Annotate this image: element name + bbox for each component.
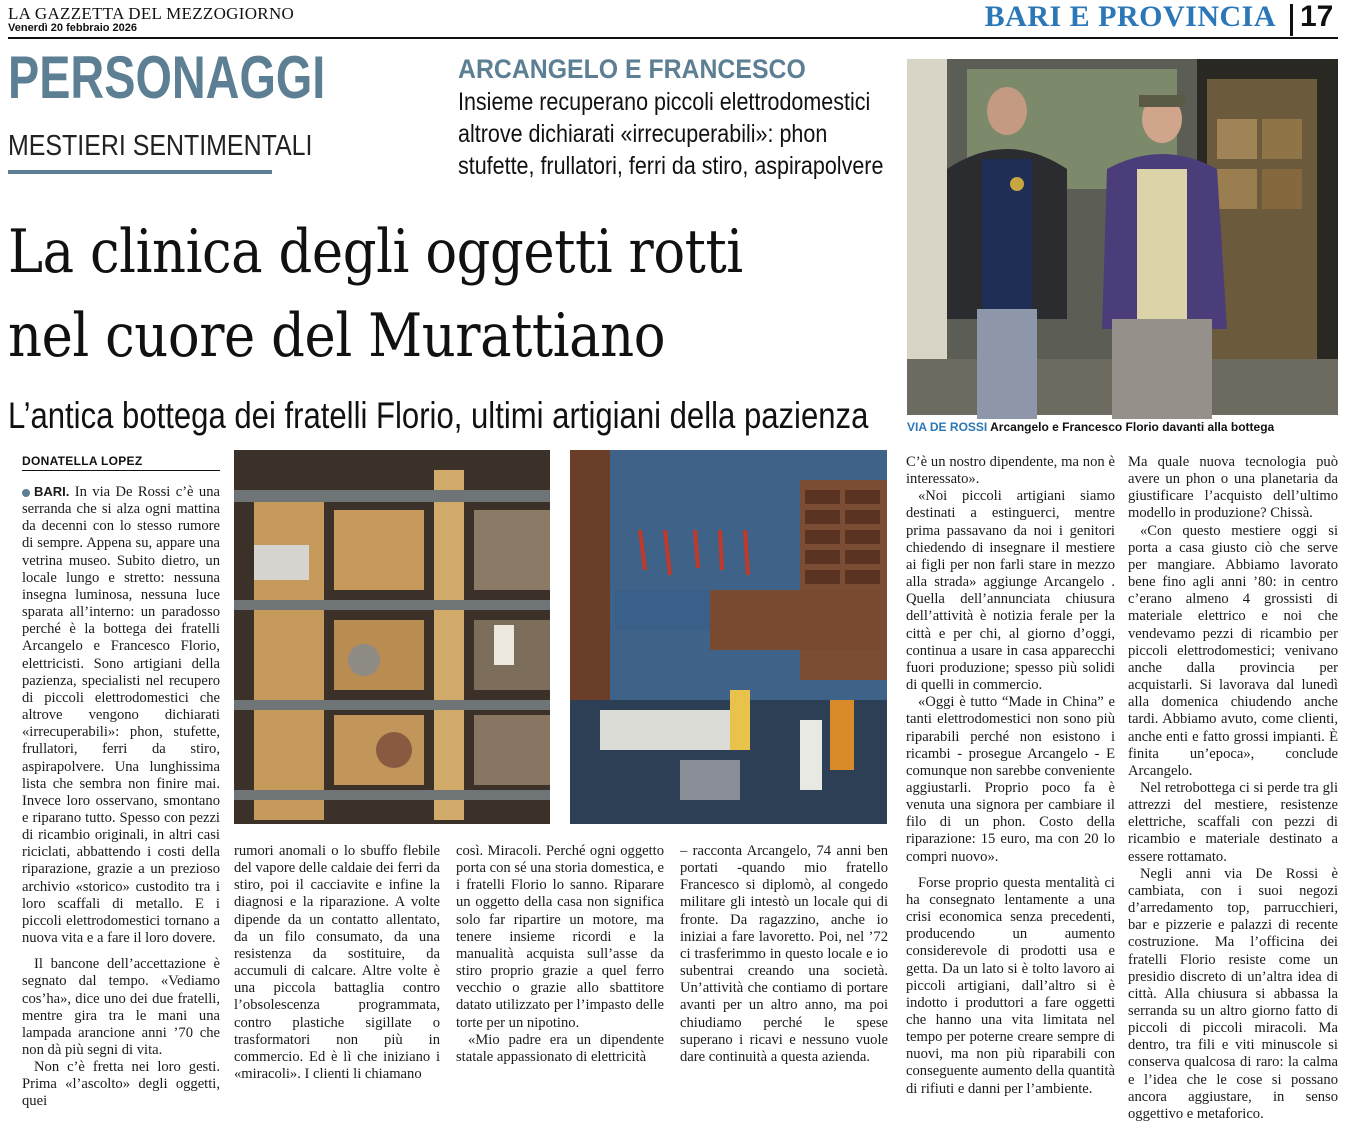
caption-text: Arcangelo e Francesco Florio davanti alla bottega xyxy=(990,420,1275,434)
section-title: BARI E PROVINCIA xyxy=(984,0,1276,33)
masthead-rule xyxy=(8,37,1338,39)
paragraph: C’è un nostro dipendente, ma non è interessato». xyxy=(906,454,1115,488)
article-column-6 xyxy=(1128,454,1338,1123)
article-column-3 xyxy=(456,843,664,1066)
dateline: BARI. xyxy=(34,484,70,499)
paragraph: Il bancone dell’accettazione è segnato dal tempo. «Vediamo cos’ha», dice uno dei due fratelli, mentre gira tra le mani una lampada arancione anni ’70 che non dà più segni di vita. xyxy=(22,956,220,1058)
deck-line: altrove dichiarati «irrecuperabili»: phon xyxy=(458,120,828,148)
article-column-4 xyxy=(680,843,888,1066)
paragraph: Ma quale nuova tecnologia può avere un phon o una planetaria da giustificare l’acquisto dell’ultimo modello in produzione? Chissà. xyxy=(1128,454,1338,522)
kicker-title: PERSONAGGI xyxy=(8,44,326,111)
byline-rule xyxy=(22,470,220,471)
paragraph-text: In via De Rossi c’è una serranda che si alza ogni mattina da decenni con lo stesso rumore di sempre. Appena su, appare una vetrina museo. Subito dietro, un locale lungo e stretto: nessuna insegna luminosa, nessuna luce sparata all’interno: un paradosso perché è la bottega dei fratelli Arcangelo e Francesco Florio, elettricisti. Sono artigiani della pazienza, specialisti nel recupero di piccoli elettrodomestici che altrove vengono dichiarati «irrecuperabili»: phon, stufette, frullatori, ferri da stiro, aspirapolvere. Una lunghissima lista che sembra non finire mai. Invece loro osservano, smontano e riparano tutto. Spesso con pezzi di ricambio originali, in altri casi riciclati, abbattendo i costi della riparazione, grazie a un prezioso archivio «storico» custodito tra i loro scaffali di metallo. E i piccoli elettrodomestici tornano a nuova vita e a fare il loro dovere. xyxy=(22,484,220,947)
newspaper-name: LA GAZZETTA DEL MEZZOGIORNO xyxy=(8,4,295,23)
paragraph: così. Miracoli. Perché ogni oggetto porta con sé una storia domestica, e i fratelli Florio lo sanno. Riparare un oggetto della casa non significa solo far ripartire un motore, ma tenere insieme ricordi e la manualità acquista sull’asse da stiro proprio grazie a quel ferro vecchio o grazie allo sbattitore datato utilizzato per l’impasto delle torte per un nipotino. xyxy=(456,843,664,1031)
article-column-5 xyxy=(906,454,1115,1098)
photo-workbench-tools xyxy=(570,450,887,824)
paragraph: «Noi piccoli artigiani siamo destinati a estinguerci, mentre prima passavano da noi i genitori chiedendo di insegnare il mestiere ai figli per non farli stare in mezzo alla strada» aggiunge Arcangelo . Quella dell’annunciata chiusura dell’attività è notizia ferale per la città e per chi, al giorno d’oggi, continua a usare in casa apparecchi fuori produzione; spesso più solidi di quelli in commercio. xyxy=(906,488,1115,694)
kicker-rule xyxy=(8,170,272,174)
byline: DONATELLA LOPEZ xyxy=(22,454,143,468)
kicker-subtitle: MESTIERI SENTIMENTALI xyxy=(8,130,313,162)
photo-brothers-shop-front xyxy=(907,59,1338,415)
paragraph: «Con questo mestiere oggi si porta a casa giusto ciò che serve per mangiare. Abbiamo lavorato bene fino agli anni ’80: in centro c’erano almeno 4 grossisti di materiale elettrico e noi che vendevamo pezzi di ricambio per piccoli elettrodomestici; venivano anche dalla provincia per acquistarli. Si lavorava dal lunedì alla domenica chiudendo anche tardi. Abbiamo avuto, come clienti, anche enti e fatto grossi impianti. È finita un’epoca», conclude Arcangelo. xyxy=(1128,522,1338,779)
paragraph: Nel retrobottega ci si perde tra gli attrezzi del mestiere, resistenze elettriche, scaffali con pezzi di ricambio e materiale destinato a essere rottamato. xyxy=(1128,779,1338,865)
photo-shelves-spare-parts xyxy=(234,450,550,824)
photo-caption xyxy=(907,420,1274,434)
paragraph: «Oggi è tutto “Made in China” e tanti elettrodomestici non sono più riparabili perché non esistono i ricambi - prosegue Arcangelo - E comunque non sarebbe conveniente aggiustarli. Proprio poco fa è venuta una signora per cambiare il filo di un phon. Costo della riparazione: 15 euro, ma con 20 lo compri nuovo». xyxy=(906,694,1115,865)
page-number: 17 xyxy=(1300,0,1334,33)
headline-line-1: La clinica degli oggetti rotti xyxy=(8,217,743,287)
deck-title: ARCANGELO E FRANCESCO xyxy=(458,54,806,84)
dateline-bullet-icon xyxy=(22,489,30,497)
deck-line: Insieme recuperano piccoli elettrodomestici xyxy=(458,88,871,116)
paragraph: Negli anni via De Rossi è cambiata, con i suoi negozi d’arredamento top, parrucchieri, bar e pizzerie e palazzi di recente costruzione. Ma l’officina dei fratelli Florio resiste come un presidio discreto di un’altra idea di città. Alla chiusura si abbassa la serranda su un altro giorno fatto di piccoli di piccoli miracoli. Ma dentro, tra fili e viti minuscole si conserva qualcosa di raro: la calma e l’idea che le cose si possano ancora aggiustare, in senso oggettivo e metaforico. xyxy=(1128,865,1338,1122)
deck-line: stufette, frullatori, ferri da stiro, aspirapolvere xyxy=(458,152,884,180)
page-number-divider xyxy=(1290,4,1293,36)
caption-tag: VIA DE ROSSI xyxy=(907,420,988,434)
paragraph: Non c’è fretta nei loro gesti. Prima «l’ascolto» degli oggetti, quei xyxy=(22,1059,220,1110)
paragraph: «Mio padre era un dipendente statale appassionato di elettricità xyxy=(456,1031,664,1065)
article-column-2 xyxy=(234,843,440,1083)
paragraph: Forse proprio questa mentalità ci ha consegnato lentamente a una crisi economica senza precedenti, producendo un aumento considerevole di prodotti usa e getta. Da un lato si è tolto lavoro ai piccoli artigiani, dall’altro si è indotto i produttori a fare oggetti che hanno una vita limitata nel tempo per poterne creare sempre di nuovi, ma non più riparabili con conseguente aumento della quantità di rifiuti e danni per l’ambiente. xyxy=(906,874,1115,1097)
subheadline: L’antica bottega dei fratelli Florio, ultimi artigiani della pazienza xyxy=(8,395,869,436)
paragraph: – racconta Arcangelo, 74 anni ben portati -quando mio fratello Francesco si diplomò, al congedo militare gli intestò un locale qui di fronte. Da ragazzino, anche io iniziai a fare lavoretto. Poi, nel ’72 ci trasferimmo in questo locale e io subentrai creando una società. Un’attività che contiamo di portare avanti per un altro anno, ma poi chiudiamo perché le spese superano i ricavi e nessuno vuole dare continuità a questa azienda. xyxy=(680,843,888,1065)
paragraph: rumori anomali o lo sbuffo flebile del vapore delle caldaie dei ferri da stiro, poi il cacciavite e infine la diagnosi e la riparazione. A volte dipende da un contatto allentato, da un filo consumato, da una resistenza da sostituire, da accumuli di calcare. Altre volte è una piccola battaglia contro l’obsolescenza programmata, contro plastiche sigillate o trasformatori non più in commercio. Ed è lì che iniziano i «miracoli». I clienti li chiamano xyxy=(234,843,440,1083)
article-column-1 xyxy=(22,483,220,1111)
issue-date: Venerdì 20 febbraio 2026 xyxy=(8,22,138,34)
headline-line-2: nel cuore del Murattiano xyxy=(8,301,666,371)
paragraph xyxy=(22,483,220,947)
